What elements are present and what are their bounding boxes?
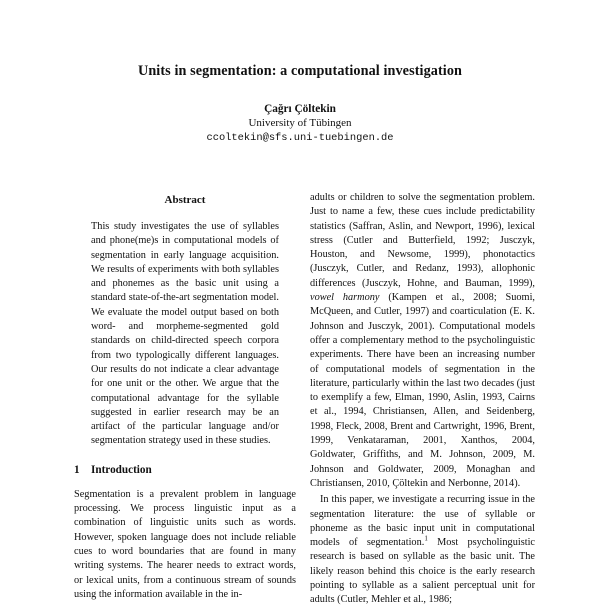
right-paragraph-1-end: (Kampen et al., 2008; Suomi, McQueen, and Cutler, 1997) and coarticulation (E. K. Johnson and Jusczyk, 2001). Computational models offer a complementary method to the psycholinguistic experiments. There have been an increasing number of computational models of segmentation in the literature, particularly within the last two decades (just to exemplify a few, Elman, 1990, Aslin, 1993, Cairns et al., 1994, Christiansen, Allen, and Seidenberg, 1998, Fleck, 2008, Brent and Cartwright, 1996, Brent, 1999, Venkataraman, 2001, Xanthos, 2004, Goldwater, Griffiths, and M. Johnson, 2009, M. Johnson and Goldwater, 2009, Monaghan and Christiansen, 2010, Çöltekin and Nerbonne, 2014).	[310, 292, 535, 489]
introduction-body	[74, 488, 296, 602]
right-paragraph-2	[310, 493, 535, 607]
vowel-harmony-italic: vowel harmony	[310, 292, 380, 304]
right-paragraph-2-start: In this paper, we investigate a recurring issue in the segmentation literature: the use of syllable or phoneme as the basic input unit in computational models of segmentation.	[310, 494, 535, 549]
section-number: 1	[74, 463, 80, 476]
right-paragraph-2-end: Most psycholinguistic research is based on syllable as the basic unit. The likely reason behind this choice is the early research pointing to syllable as a salient perceptual unit for adults (Cutler, Mehler et al., 1986;	[310, 537, 536, 606]
author-affiliation: University of Tübingen	[248, 117, 352, 129]
abstract-heading: Abstract	[164, 194, 206, 206]
left-column	[74, 193, 296, 602]
footnote-marker: 1	[424, 534, 428, 543]
section-heading-introduction	[74, 463, 296, 477]
right-paragraph-1-start: adults or children to solve the segmentation problem. Just to name a few, these cues include predictability statistics (Saffran, Aslin, and Newport, 1996), lexical stress (Cutler and Butterfield, 1992; Jusczyk, Houston, and Newsome, 1999), phonotactics (Jusczyk, Cutler, and Redanz, 1993), allophonic differences (Jusczyk, Hohne, and Bauman, 1999),	[310, 192, 535, 289]
right-column	[310, 191, 535, 608]
abstract-body	[74, 220, 296, 449]
right-column-text	[310, 191, 535, 608]
right-paragraph-1	[310, 191, 535, 491]
author-block	[0, 102, 600, 146]
paper-title: Units in segmentation: a computational investigation	[137, 63, 463, 79]
abstract-text: This study investigates the use of syllables and phone(me)s in computational models of segmentation in early language acquisition. We results of experiments with both syllables and phonemes as the basic unit using a standard state-of-the-art segmentation model. We evaluate the model output based on both word- and morpheme-segmented gold standards on child-directed speech corpora from two typologically different languages. Our results do not indicate a clear advantage for one unit or the other. We argue that the computational advantage for the syllable suggested in earlier research may be an artifact of the particular language and/or segmentation strategy used in these studies.	[91, 221, 279, 447]
section-title: Introduction	[91, 463, 152, 476]
introduction-paragraph: Segmentation is a prevalent problem in language processing. We process linguistic input as a combination of linguistic units such as words. However, spoken language does not include reliable cues to word boundaries that are found in many writing systems. The hearer needs to extract words, or lexical units, from a continuous stream of sounds using the information available in the in-	[74, 488, 296, 600]
author-email: ccoltekin@sfs.uni-tuebingen.de	[206, 132, 394, 144]
author-name: Çağrı Çöltekin	[264, 103, 336, 115]
